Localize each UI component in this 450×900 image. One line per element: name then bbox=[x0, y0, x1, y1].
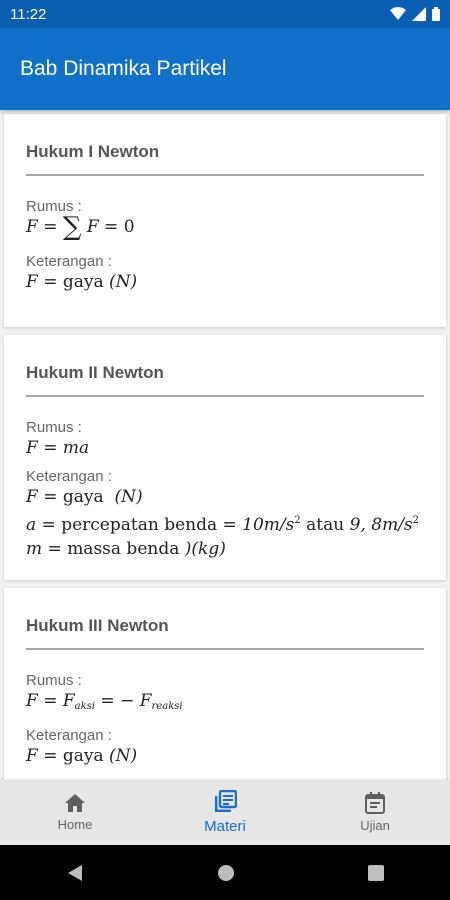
system-nav-bar bbox=[0, 845, 450, 900]
app-title: Bab Dinamika Partikel bbox=[20, 57, 227, 80]
card-hukum-1 bbox=[4, 114, 446, 327]
nav-ujian[interactable] bbox=[300, 780, 450, 845]
rumus-label: Rumus : bbox=[26, 419, 82, 436]
card-title: Hukum III Newton bbox=[26, 588, 424, 650]
card-title: Hukum I Newton bbox=[26, 114, 424, 176]
nav-ujian-label: Ujian bbox=[360, 818, 390, 833]
signal-icon bbox=[412, 7, 426, 21]
home-icon bbox=[64, 793, 86, 813]
event-note-icon bbox=[364, 792, 386, 814]
note-line: F = gaya (N) bbox=[26, 272, 138, 292]
content-list[interactable] bbox=[0, 110, 450, 780]
app-bar bbox=[0, 28, 450, 110]
library-icon bbox=[213, 790, 237, 814]
formula: $F = F_{aksi}$ = − $F_{reaksi}$ bbox=[26, 691, 183, 712]
recents-icon[interactable] bbox=[368, 865, 384, 881]
formula: F = ∑ F = 0 bbox=[26, 212, 135, 242]
status-bar bbox=[0, 0, 450, 28]
nav-home[interactable] bbox=[0, 780, 150, 845]
nav-materi-label: Materi bbox=[204, 818, 246, 835]
back-icon[interactable] bbox=[66, 864, 84, 882]
rumus-label: Rumus : bbox=[26, 672, 82, 689]
note-line: F = gaya (N) bbox=[26, 746, 138, 766]
keterangan-label: Keterangan : bbox=[26, 253, 112, 270]
nav-materi[interactable] bbox=[150, 780, 300, 845]
wifi-icon bbox=[390, 7, 406, 21]
rumus-label: Rumus : bbox=[26, 198, 82, 215]
card-hukum-2 bbox=[4, 335, 446, 580]
note-line: m = massa benda )(kg) bbox=[26, 539, 226, 559]
battery-icon bbox=[432, 7, 440, 21]
note-line: a = percepatan benda = $10m/s^2$ atau 9, $8m/s^2$ bbox=[26, 515, 420, 535]
keterangan-label: Keterangan : bbox=[26, 727, 112, 744]
card-hukum-3 bbox=[4, 588, 446, 780]
home-circle-icon[interactable] bbox=[217, 864, 235, 882]
card-title: Hukum II Newton bbox=[26, 335, 424, 397]
formula: F = ma bbox=[26, 438, 90, 458]
bottom-navigation bbox=[0, 780, 450, 845]
status-time: 11:22 bbox=[10, 5, 47, 23]
nav-home-label: Home bbox=[57, 817, 93, 832]
note-line: F = gaya (N) bbox=[26, 487, 143, 507]
status-icons bbox=[390, 7, 440, 21]
keterangan-label: Keterangan : bbox=[26, 468, 112, 485]
